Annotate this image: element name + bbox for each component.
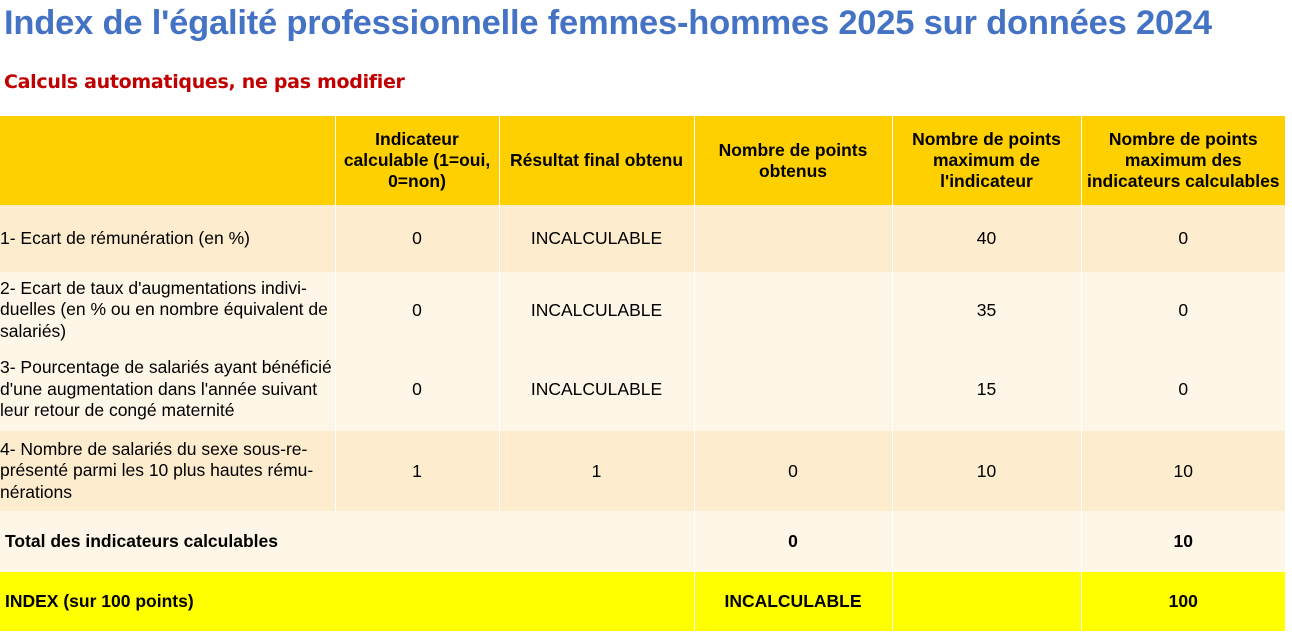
table-row xyxy=(0,272,1285,348)
cell-calculable: 0 xyxy=(335,205,499,272)
header-calculable: Indicateur calculable (1=oui, 0=non) xyxy=(335,116,499,205)
cell-max-points: 10 xyxy=(892,431,1081,511)
page-title: Index de l'égalité professionnelle femmes-hommes 2025 sur données 2024 xyxy=(4,4,1212,42)
header-max-calculable: Nombre de points maximum des indicateurs calculables xyxy=(1081,116,1285,205)
total-empty-cell xyxy=(892,511,1081,572)
warning-subtitle: Calculs automatiques, ne pas modifier xyxy=(4,71,405,93)
index-table xyxy=(0,116,1285,631)
cell-result: INCALCULABLE xyxy=(499,205,694,272)
cell-points xyxy=(694,348,892,431)
index-max: 100 xyxy=(1081,572,1285,631)
index-empty-cell xyxy=(892,572,1081,631)
cell-result: INCALCULABLE xyxy=(499,272,694,348)
cell-calculable: 0 xyxy=(335,348,499,431)
header-empty-cell xyxy=(0,116,335,205)
cell-max-points: 40 xyxy=(892,205,1081,272)
cell-result: INCALCULABLE xyxy=(499,348,694,431)
table-row xyxy=(0,431,1285,511)
row-label: 4- Nombre de salariés du sexe sous-représenté parmi les 10 plus hautes rémunérations xyxy=(0,431,335,511)
total-row xyxy=(0,511,1285,572)
header-result: Résultat final obtenu xyxy=(499,116,694,205)
cell-max-points: 15 xyxy=(892,348,1081,431)
total-max-calculable: 10 xyxy=(1081,511,1285,572)
cell-max-calculable: 10 xyxy=(1081,431,1285,511)
cell-max-points: 35 xyxy=(892,272,1081,348)
cell-points xyxy=(694,272,892,348)
index-value: INCALCULABLE xyxy=(694,572,892,631)
total-points: 0 xyxy=(694,511,892,572)
cell-max-calculable: 0 xyxy=(1081,272,1285,348)
cell-result: 1 xyxy=(499,431,694,511)
total-label: Total des indicateurs calculables xyxy=(0,511,694,572)
index-row xyxy=(0,572,1285,631)
cell-calculable: 1 xyxy=(335,431,499,511)
header-points: Nombre de points obtenus xyxy=(694,116,892,205)
table-header-row xyxy=(0,116,1285,205)
row-label: 3- Pourcentage de salariés ayant bénéficié d'une augmentation dans l'année suivant leur retour de congé maternité xyxy=(0,348,335,431)
index-label: INDEX (sur 100 points) xyxy=(0,572,694,631)
cell-max-calculable: 0 xyxy=(1081,348,1285,431)
table-row xyxy=(0,205,1285,272)
cell-points: 0 xyxy=(694,431,892,511)
header-max-points: Nombre de points maximum de l'indicateur xyxy=(892,116,1081,205)
row-label: 1- Ecart de rémunération (en %) xyxy=(0,205,335,272)
table-row xyxy=(0,348,1285,431)
row-label: 2- Ecart de taux d'augmentations individuelles (en % ou en nombre équivalent de salariés) xyxy=(0,272,335,348)
cell-points xyxy=(694,205,892,272)
cell-max-calculable: 0 xyxy=(1081,205,1285,272)
cell-calculable: 0 xyxy=(335,272,499,348)
